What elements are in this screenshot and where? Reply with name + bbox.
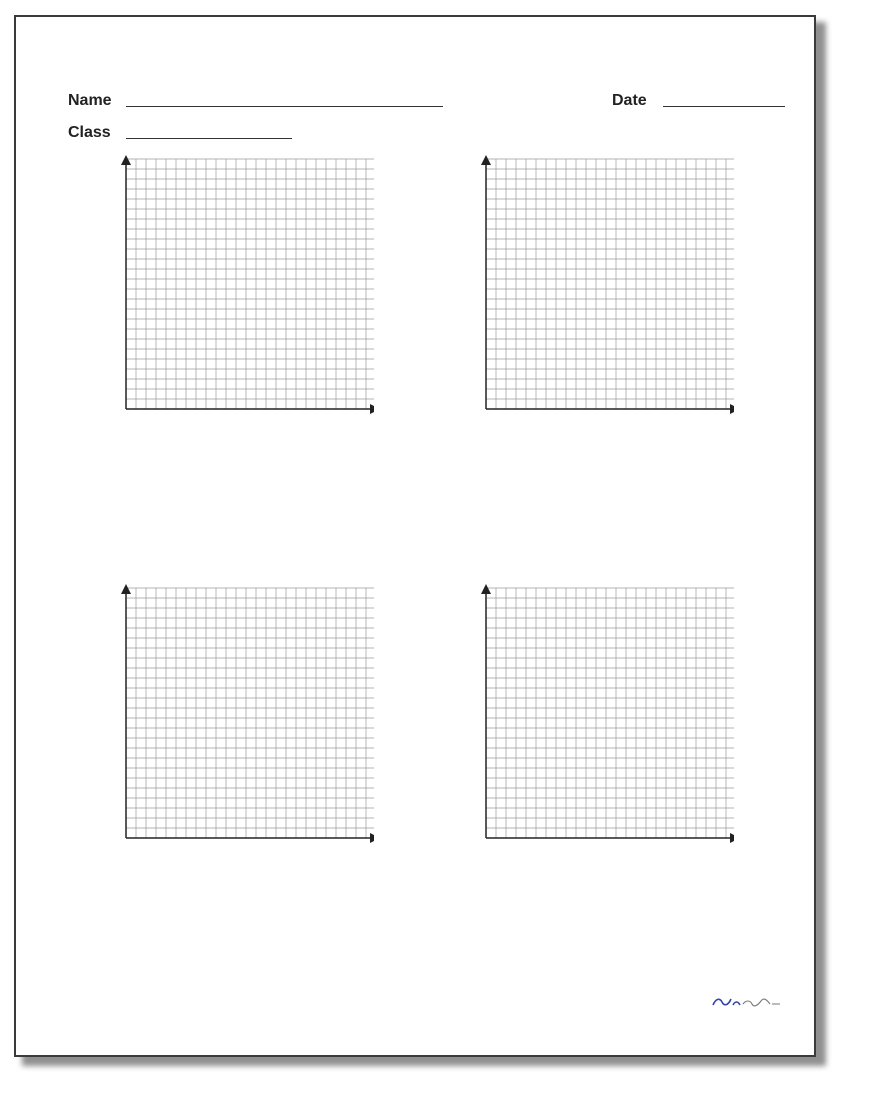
date-label: Date [612, 92, 647, 109]
class-label: Class [68, 124, 111, 141]
graph-grid-top-left[interactable] [118, 147, 374, 415]
graph-grid-bottom-right[interactable] [478, 576, 734, 844]
graph-grid-top-right[interactable] [478, 147, 734, 415]
name-label: Name [68, 92, 112, 109]
name-line[interactable] [126, 106, 443, 107]
worksheet-page [14, 15, 816, 1057]
arrow-right-icon [730, 404, 734, 414]
arrow-right-icon [730, 833, 734, 843]
arrow-up-icon [481, 584, 491, 594]
arrow-up-icon [481, 155, 491, 165]
arrow-right-icon [370, 404, 374, 414]
arrow-up-icon [121, 584, 131, 594]
arrow-right-icon [370, 833, 374, 843]
dadsworksheets-logo [712, 996, 782, 1008]
class-line[interactable] [126, 138, 292, 139]
date-line[interactable] [663, 106, 785, 107]
arrow-up-icon [121, 155, 131, 165]
graph-grid-bottom-left[interactable] [118, 576, 374, 844]
